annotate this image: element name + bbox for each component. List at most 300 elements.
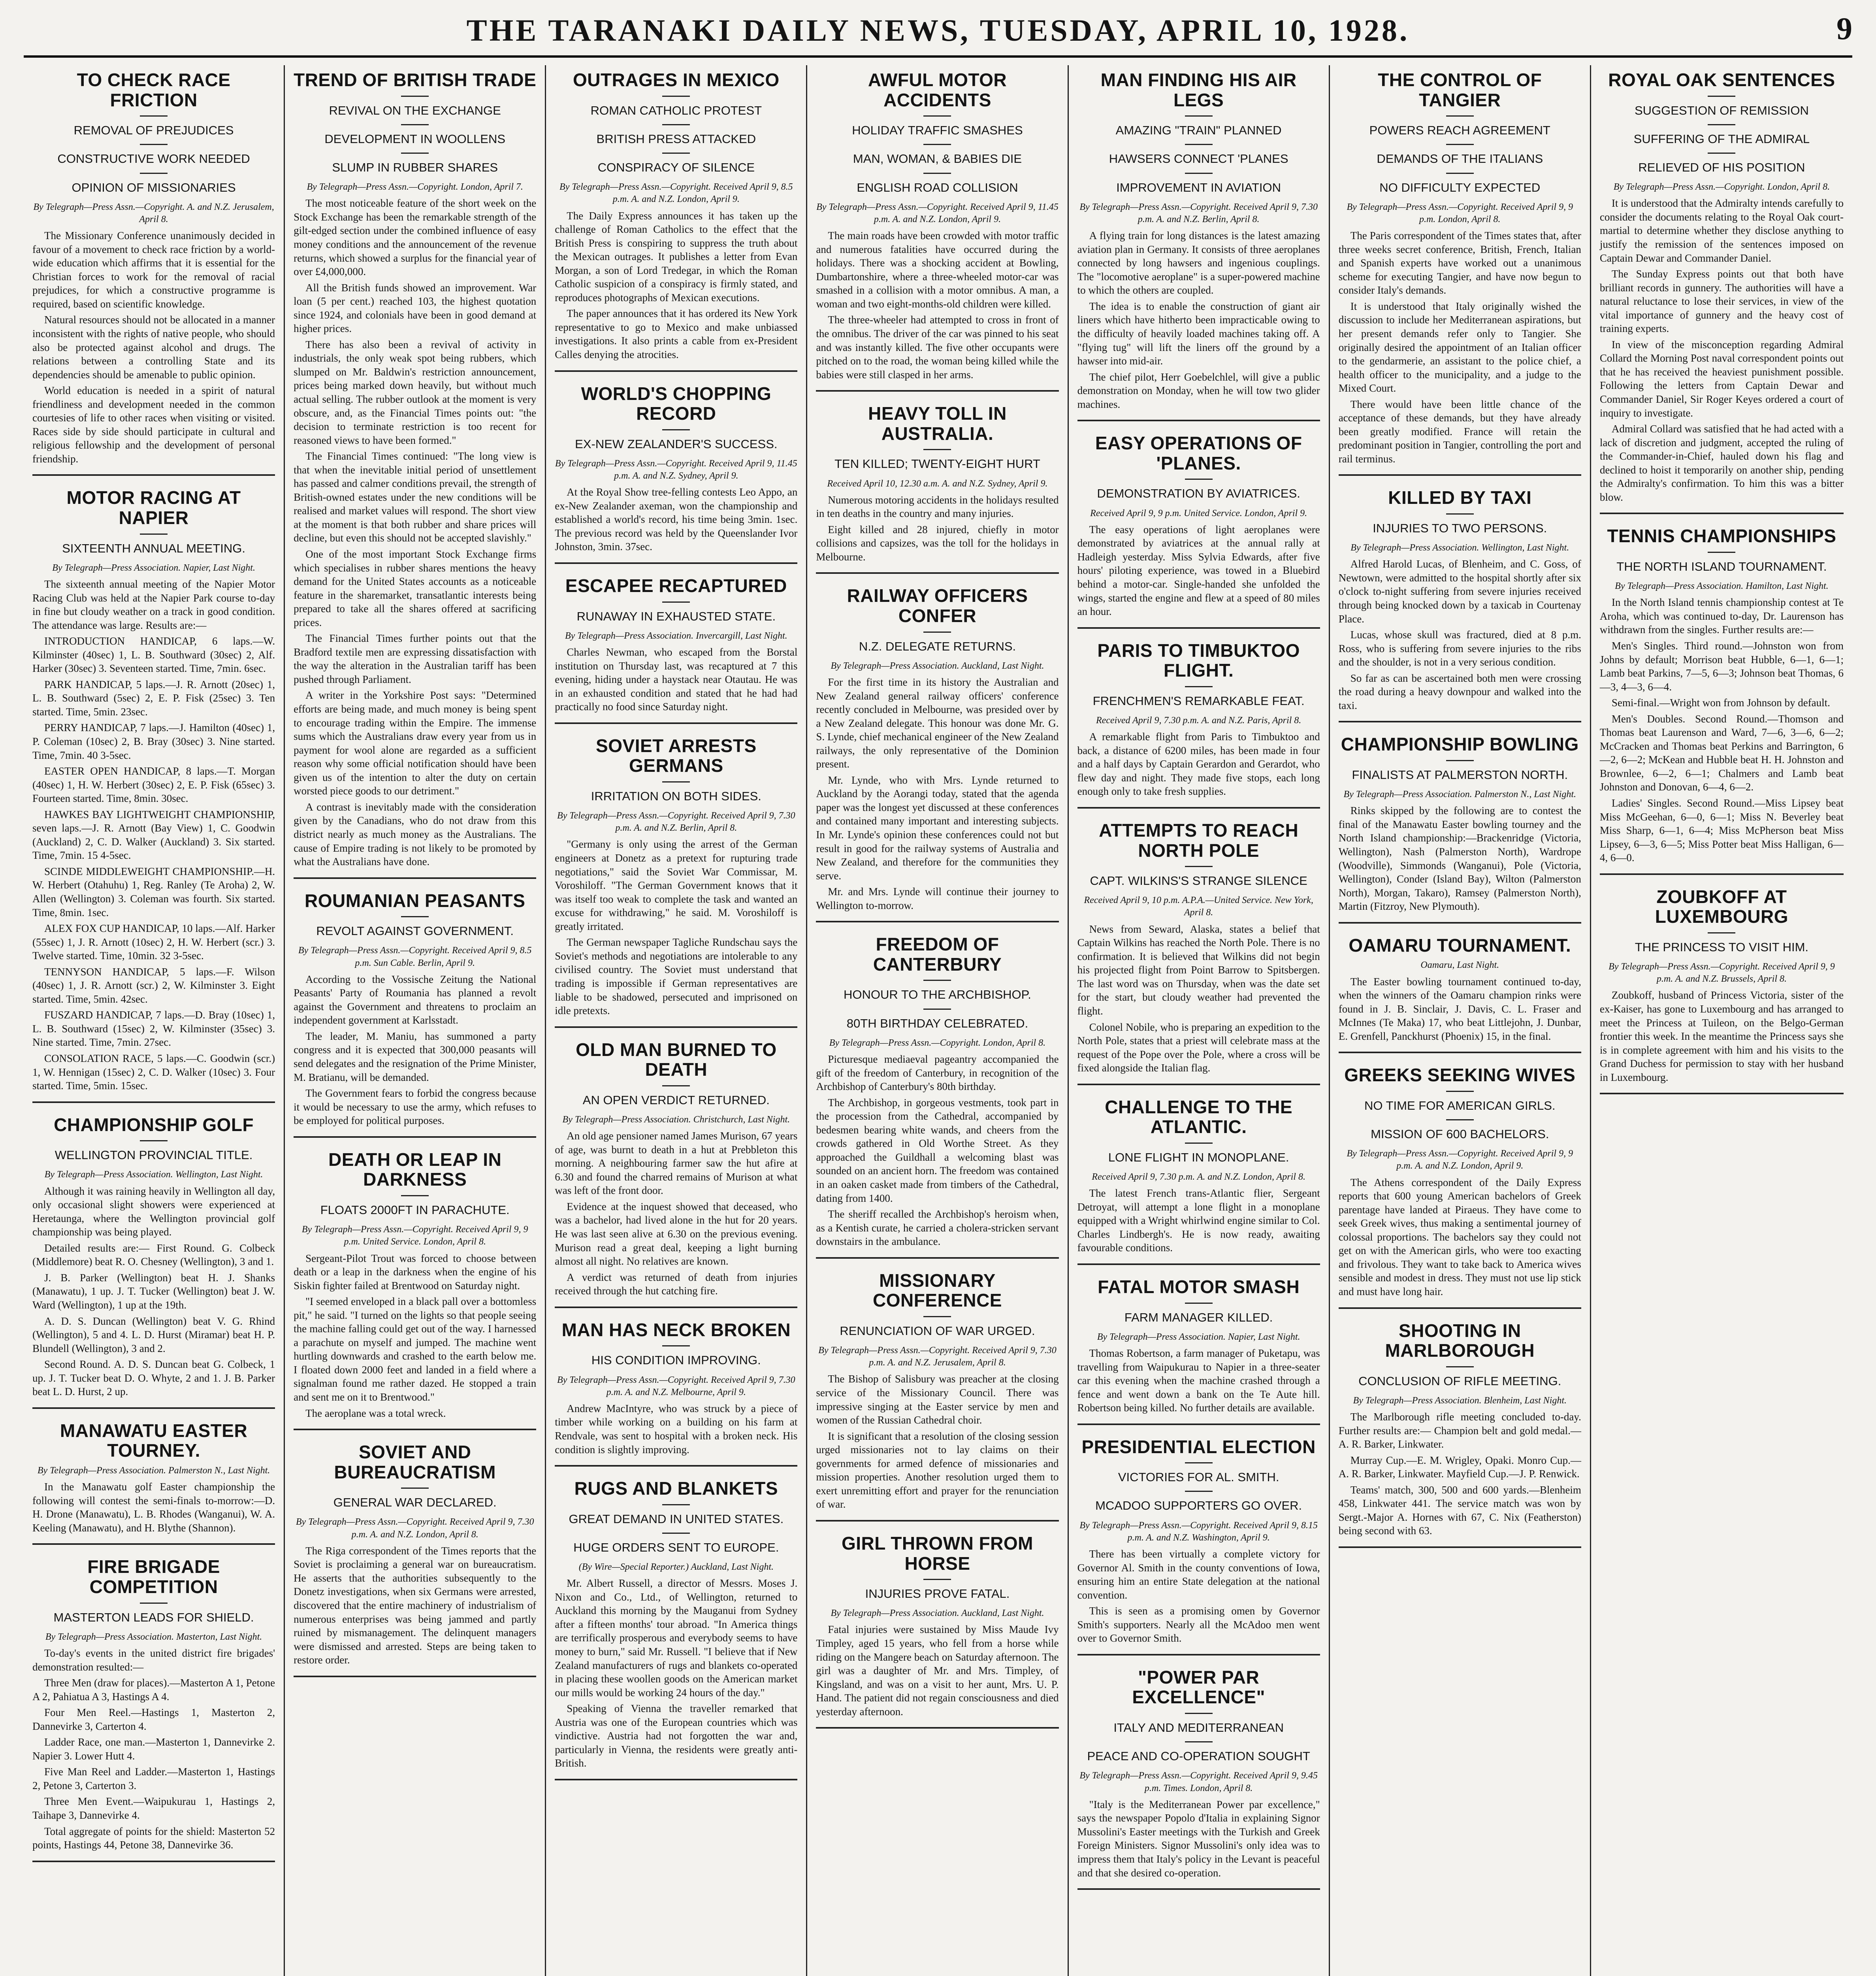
deck-divider	[1708, 552, 1735, 553]
article-dateline: By Telegraph—Press Assn.—Copyright. Received April 9, 9 p.m. A. and N.Z. Brussels, April 8.	[1609, 962, 1835, 984]
deck-divider	[923, 144, 951, 145]
deck-divider	[1446, 144, 1474, 145]
article-paragraph: The most noticeable feature of the short week on the Stock Exchange has been the remarkable strength of the gilt-edged section under the combined influence of easy money conditions and the announcement of the revenue returns, which showed a surplus for the financial year of over £4,000,000.	[294, 197, 537, 278]
deck-divider	[140, 144, 168, 145]
article-paragraph: Five Man Reel and Ladder.—Masterton 1, Hastings 2, Petone 3, Carterton 3.	[32, 1766, 275, 1791]
article	[294, 70, 536, 879]
article-paragraph: The three-wheeler had attempted to cross in front of the omnibus. The driver of the car was pinned to his seat and was instantly killed. The five other occupants were pitched on to the road, the woman being killed while the babies were still clasped in her arms.	[816, 314, 1059, 381]
article-paragraph: The main roads have been crowded with motor traffic and numerous fatalities have occurred during the holidays. There was a shocking accident at Bowling, Dumbartonshire, where a three-wheeled motor-car was smashed in a collision with a motor omnibus. A man, a woman and two eight-months-old children were killed.	[816, 230, 1059, 310]
article-divider	[1339, 1546, 1581, 1548]
article-paragraph: It is understood that Italy originally wished the discussion to include her Mediterranean aspirations, but her present demands refer only to Tangier. She originally desired the appointment of an Italian officer to the gendarmerie, an assistant to the police chief, a health officer to the municipality, and a judge to the Mixed Court.	[1338, 300, 1581, 394]
newspaper-title: THE TARANAKI DAILY NEWS, TUESDAY, APRIL 10, 1928.	[466, 13, 1410, 47]
article-subheading: NO TIME FOR AMERICAN GIRLS.	[1364, 1098, 1556, 1112]
article-subheading: 80TH BIRTHDAY CELEBRATED.	[846, 1016, 1028, 1030]
article-paragraph: It is understood that the Admiralty intends carefully to consider the documents relating to the Royal Oak court-martial to determine whether they disclose anything to justify the remission of the sentences imposed on Captain Dewar and Commander Daniel.	[1599, 197, 1844, 264]
article-dateline: By Telegraph—Press Assn.—Copyright. Received April 9, 8.5 p.m. Sun Cable. Berlin, April 9.	[298, 945, 532, 968]
deck-divider	[923, 115, 951, 117]
article-paragraph: In the North Island tennis championship contest at Te Aroha, which was continued to-day, Dr. Laurenson has withdrawn from the singles. Further results are:—	[1599, 596, 1844, 636]
article-paragraph: The sheriff recalled the Archbishop's heroism when, as a Kentish curate, he carried a cholera-stricken servant downstairs in the ambulance.	[816, 1208, 1059, 1248]
article-subheading: CAPT. WILKINS'S STRANGE SILENCE	[1090, 874, 1307, 888]
article	[32, 1557, 275, 1862]
deck-divider	[923, 1579, 951, 1580]
article-divider	[32, 1407, 275, 1409]
deck-divider	[1708, 96, 1735, 97]
deck-divider	[1185, 1462, 1213, 1463]
article-headline: FREEDOM OF CANTERBURY	[873, 934, 1002, 975]
article-paragraph: Ladder Race, one man.—Masterton 1, Dannevirke 2. Napier 3. Lower Hutt 4.	[32, 1736, 275, 1762]
article	[1339, 935, 1581, 1054]
article-paragraph: There has been virtually a complete victory for Governor Al. Smith in the county conventions of Iowa, ensuring him an entire State delegation at the national convention.	[1077, 1548, 1320, 1601]
article-divider	[555, 1307, 797, 1308]
article-divider	[555, 370, 797, 372]
article-subheading: TEN KILLED; TWENTY-EIGHT HURT	[834, 457, 1040, 471]
article-headline: CHALLENGE TO THE ATLANTIC.	[1105, 1096, 1293, 1137]
article	[1600, 887, 1844, 1095]
article-subheading: CONSTRUCTIVE WORK NEEDED	[57, 152, 250, 166]
article-subheading: NO DIFFICULTY EXPECTED	[1379, 180, 1541, 194]
deck-divider	[662, 781, 690, 782]
article-paragraph: World education is needed in a spirit of natural friendliness and development needed in the common courtesies of life to other races when visiting or visited. Races side by side should participate in cultural and religious fellowship and the development of personal friendship.	[32, 385, 275, 465]
article-headline: TO CHECK RACE FRICTION	[77, 70, 231, 110]
article	[1077, 1277, 1320, 1425]
article-dateline: By Telegraph—Press Assn.—Copyright. London, April 7.	[307, 182, 523, 192]
deck-divider	[662, 153, 690, 154]
article-divider	[555, 1026, 797, 1028]
article-dateline: By Telegraph—Press Assn.—Copyright. Received April 9, 8.5 p.m. A. and N.Z. London, April 9.	[559, 182, 793, 205]
article-headline: ESCAPEE RECAPTURED	[565, 575, 787, 596]
article-subheading: CONCLUSION OF RIFLE MEETING.	[1358, 1374, 1561, 1388]
deck-divider	[662, 1504, 690, 1505]
article-paragraph: The paper announces that it has ordered its New York representative to go to Mexico and make unbiassed investigations. It also prints a cable from ex-President Calles denying the atrocities.	[555, 307, 798, 360]
article-headline: CHAMPIONSHIP GOLF	[54, 1114, 254, 1135]
deck-divider	[401, 916, 429, 917]
deck-divider	[662, 1085, 690, 1086]
news-column	[1591, 65, 1852, 1976]
article-headline: FIRE BRIGADE COMPETITION	[87, 1556, 220, 1597]
article-dateline: By Telegraph—Press Assn.—Copyright. Received April 9, 9 p.m. London, April 8.	[1347, 202, 1573, 224]
article	[294, 1442, 536, 1677]
article-paragraph: Three Men (draw for places).—Masterton A 1, Petone A 2, Pahiatua A 3, Hastings A 4.	[32, 1677, 275, 1703]
article-paragraph: The leader, M. Maniu, has summoned a party congress and it is expected that 300,000 peasants will send delegates and the resignation of the Prime Minister, M. Bratianu, will be demanded.	[294, 1030, 537, 1083]
article-divider	[1600, 1093, 1844, 1094]
article	[555, 1040, 797, 1308]
article-subheading: CONSPIRACY OF SILENCE	[597, 160, 755, 174]
article-subheading: ROMAN CATHOLIC PROTEST	[590, 103, 762, 117]
article-subheading: ENGLISH ROAD COLLISION	[857, 180, 1018, 194]
article-dateline: By Telegraph—Press Association. Wellington, Last Night.	[44, 1169, 263, 1180]
article	[1077, 1097, 1320, 1265]
deck-divider	[1446, 1091, 1474, 1092]
article-dateline: Oamaru, Last Night.	[1420, 960, 1499, 971]
article-paragraph: The Athens correspondent of the Daily Express reports that 600 young American bachelors of Greek parentage have landed at Piraeus. They have come to seek Greek wives, thus making a sentimental journey of colossal proportions. The bachelors say they could not get on with the American girls, who were too exacting and frivolous. They want to take back to America wives sensible and modest in dress. They must not use lip stick and must have long hair.	[1338, 1176, 1581, 1297]
article-divider	[1600, 513, 1844, 514]
article-paragraph: So far as can be ascertained both men were crossing the road during a heavy downpour and walked into the taxi.	[1338, 672, 1581, 711]
article-paragraph: The Paris correspondent of the Times states that, after three weeks secret conference, British, French, Italian and Spanish experts have worked out a unanimous scheme for executing Tangier, and have now begun to consider Italy's demands.	[1338, 230, 1581, 296]
article-headline: GREEKS SEEKING WIVES	[1344, 1065, 1576, 1086]
deck-divider	[1185, 115, 1213, 117]
article-paragraph: The Missionary Conference unanimously decided in favour of a movement to check race friction by a world-wide education which affirms that it is essential for the Christian forces to work for the removal of racial prejudices, for which a constructive programme is required, based on scientific knowledge.	[32, 230, 275, 310]
article-divider	[1339, 721, 1581, 722]
article-headline: ROUMANIAN PEASANTS	[304, 890, 526, 911]
article	[555, 384, 797, 564]
article-paragraph: "Italy is the Mediterranean Power par excellence," says the newspaper Popolo d'Italia in explaining Signor Mussolini's Easter meetings with the Turkish and Greek Foreign Ministers. Signor Mussolini's only idea was to impress them that Italy's policy in the Levant is peaceful and that she desired co-operation.	[1077, 1798, 1320, 1879]
article-subheading: IRRITATION ON BOTH SIDES.	[591, 789, 761, 803]
article-paragraph: J. B. Parker (Wellington) beat H. J. Shanks (Manawatu), 1 up. J. T. Tucker (Wellington) beat J. W. Ward (Wellington), 1 up at the 19th.	[32, 1271, 275, 1311]
deck-divider	[1185, 1713, 1213, 1714]
article-divider	[555, 1465, 797, 1467]
article-paragraph: Detailed results are:— First Round. G. Colbeck (Middlemore) beat R. O. Chesney (Wellington), 3 and 1.	[32, 1242, 275, 1268]
article-divider	[555, 1779, 797, 1780]
article-subheading: REVOLT AGAINST GOVERNMENT.	[316, 924, 514, 938]
article-dateline: By Telegraph—Press Assn.—Copyright. Received April 9, 9.45 p.m. Times. London, April 8.	[1079, 1770, 1318, 1793]
article	[816, 1271, 1059, 1522]
article-headline: HEAVY TOLL IN AUSTRALIA.	[868, 403, 1007, 444]
deck-divider	[923, 1009, 951, 1010]
article-headline: OAMARU TOURNAMENT.	[1349, 935, 1571, 956]
article-divider	[32, 1101, 275, 1103]
article-dateline: By Telegraph—Press Assn.—Copyright. Received April 9, 11.45 p.m. A. and N.Z. Sydney, April 9.	[555, 458, 797, 481]
article-dateline: By Telegraph—Press Assn.—Copyright. Received April 9, 7.30 p.m. A. and N.Z. London, April 8.	[296, 1517, 534, 1540]
article-paragraph: An old age pensioner named James Murison, 67 years of age, was burnt to death in a hut at Prebbleton this morning. A neighbouring farmer saw the hut afire at 6.30 and found the charred remains of Murison at what was left of the front door.	[555, 1130, 798, 1197]
article-paragraph: It is significant that a resolution of the closing session urged missionaries not to lay claims on their governments for armed defence of missionaries and mission properties. Another resolution urged them to exert unremitting effort and prayer for the renunciation of war.	[816, 1430, 1059, 1510]
article-subheading: AN OPEN VERDICT RETURNED.	[582, 1093, 770, 1107]
article-subheading: RELIEVED OF HIS POSITION	[1638, 160, 1805, 174]
article-headline: TREND OF BRITISH TRADE	[294, 70, 537, 90]
deck-divider	[923, 173, 951, 174]
article-paragraph: For the first time in its history the Australian and New Zealand general railway officers' conference recently concluded in Melbourne, was presided over by a New Zealand delegate. This honour was done Mr. G. S. Lynde, chief mechanical engineer of the New Zealand railways, the only representative of the Dominion present.	[816, 676, 1059, 770]
deck-divider	[1185, 1303, 1213, 1304]
article-dateline: Received April 10, 12.30 a.m. A. and N.Z. Sydney, April 9.	[827, 478, 1048, 489]
deck-divider	[662, 96, 690, 97]
article-subheading: FINALISTS AT PALMERSTON NORTH.	[1352, 768, 1568, 782]
deck-divider	[923, 632, 951, 633]
article-paragraph: Numerous motoring accidents in the holidays resulted in ten deaths in the country and many injuries.	[816, 494, 1059, 520]
article-dateline: By Telegraph—Press Association. Auckland, Last Night.	[831, 660, 1044, 671]
article	[1339, 734, 1581, 923]
article-paragraph: This is seen as a promising omen by Governor Smith's supporters. Nearly all the McAdoo men went over to Governor Smith.	[1077, 1605, 1320, 1644]
article-paragraph: The chief pilot, Herr Goebelchlel, will give a public demonstration on Monday, when he will tow two glider machines.	[1077, 371, 1320, 410]
article	[1077, 1667, 1320, 1890]
article	[555, 576, 797, 724]
deck-divider	[1185, 1491, 1213, 1492]
article-headline: FATAL MOTOR SMASH	[1098, 1276, 1300, 1297]
article	[294, 891, 536, 1138]
article-dateline: By Telegraph—Press Association. Wellington, Last Night.	[1350, 543, 1569, 553]
article-headline: MANAWATU EASTER TOURNEY.	[60, 1420, 248, 1461]
article-subheading: MISSION OF 600 BACHELORS.	[1371, 1127, 1549, 1141]
article-paragraph: The Sunday Express points out that both have brilliant records in gunnery. The authorities will have a natural reluctance to lose their services, in view of the vital importance of gunnery and the heavy cost of training experts.	[1599, 268, 1844, 335]
article	[1339, 1065, 1581, 1309]
news-column	[807, 65, 1068, 1976]
article-headline: THE CONTROL OF TANGIER	[1378, 70, 1542, 110]
article-divider	[32, 1543, 275, 1545]
article-paragraph: PERRY HANDICAP, 7 laps.—J. Hamilton (40sec) 1, P. Coleman (10sec) 2, B. Bray (30sec) 3. Nine started. Time, 7min. 40 3-5sec.	[32, 722, 275, 761]
deck-divider	[662, 601, 690, 603]
article-subheading: MCADOO SUPPORTERS GO OVER.	[1095, 1499, 1302, 1513]
article-subheading: LONE FLIGHT IN MONOPLANE.	[1108, 1150, 1289, 1164]
article-paragraph: The idea is to enable the construction of giant air liners which have hitherto been impracticable owing to the difficulty of heavily loaded machines taking off. A "flying tug" will lift the liners off the ground by a hawser into mid-air.	[1077, 300, 1320, 367]
deck-divider	[1708, 932, 1735, 933]
article-subheading: IMPROVEMENT IN AVIATION	[1116, 180, 1281, 194]
article	[1600, 526, 1844, 875]
article-dateline: By Telegraph—Press Assn.—Copyright. Received April 9, 9 p.m. United Service. London, April 8.	[301, 1224, 528, 1247]
article-dateline: By Telegraph—Press Association. Christchurch, Last Night.	[562, 1114, 790, 1125]
article-paragraph: The Financial Times continued: "The long view is that when the inevitable initial period of unsettlement has passed and calmer conditions prevail, the strength of British-owned estates under the new conditions will be realised and market values will respond. The short view at the moment is that both rubber and share prices will decline, but even this should not be accepted slavishly."	[294, 450, 537, 544]
article-divider	[1077, 420, 1320, 421]
article-paragraph: The latest French trans-Atlantic flier, Sergeant Detroyat, will attempt a lone flight in a monoplane equipped with a Wright whirlwind engine similar to Col. Charles Lindbergh's. He is now ready, awaiting favourable conditions.	[1077, 1187, 1320, 1254]
deck-divider	[662, 429, 690, 430]
article-paragraph: In the Manawatu golf Easter championship the following will contest the semi-finals to-morrow:—D. H. Drone (Manawatu), L. B. Rhodes (Wanganui), W. A. Keeling (Manawatu), and H. Blythe (Shannon).	[32, 1481, 275, 1534]
article-headline: SOVIET ARRESTS GERMANS	[596, 735, 757, 776]
deck-divider	[923, 449, 951, 450]
article	[1339, 488, 1581, 722]
article-divider	[555, 722, 797, 724]
article-divider	[816, 390, 1059, 392]
article-dateline: By Telegraph—Press Assn.—Copyright. Received April 9, 8.15 p.m. A. and N.Z. Washington, April 9.	[1079, 1520, 1318, 1543]
article-paragraph: Thomas Robertson, a farm manager of Puketapu, was travelling from Waipukurau to Napier in a three-seater car this evening when the machine crashed through a fence and went down a bank on the Te Aute hill. Robertson being killed. No further details are available.	[1077, 1347, 1320, 1414]
article-divider	[1339, 1307, 1581, 1309]
article-paragraph: Speaking of Vienna the traveller remarked that Austria was one of the European countries which was vindictive. Austria had not forgotten the war and, particularly in Vienna, the residents were greatly anti-British.	[555, 1703, 798, 1769]
article-paragraph: Mr. Lynde, who with Mrs. Lynde returned to Auckland by the Aorangi today, stated that the agenda paper was the longest yet discussed at these conferences and contained many important and interesting subjects. In Mr. Lynde's opinion these conferences could not but result in good for the railway systems of Australia and New Zealand, and therefore for the communities they serve.	[816, 774, 1059, 882]
article-subheading: HIS CONDITION IMPROVING.	[591, 1353, 761, 1367]
article	[1339, 1321, 1581, 1548]
article-paragraph: HAWKES BAY LIGHTWEIGHT CHAMPIONSHIP, seven laps.—J. R. Arnott (Bay View) 1, C. Goodwin (Auckland) 2, C. D. Walker (Auckland) 3. Six started. Time, 7min. 15 4-5sec.	[32, 808, 275, 862]
article-dateline: By Telegraph—Press Association. Masterton, Last Night.	[45, 1631, 262, 1642]
article-headline: OLD MAN BURNED TO DEATH	[576, 1039, 777, 1080]
article-divider	[1077, 1424, 1320, 1425]
article-dateline: By Telegraph—Press Assn.—Copyright. Received April 9, 7.30 p.m. A. and N.Z. Berlin, April 8.	[557, 811, 795, 833]
article-headline: EASY OPERATIONS OF 'PLANES.	[1095, 433, 1302, 473]
article-paragraph: In view of the misconception regarding Admiral Collard the Morning Post naval correspondent points out that he has received the heaviest punishment possible. Following the letters from Captain Dewar and Commander Daniel, Sir Roger Keyes ordered a court of inquiry to investigate.	[1599, 338, 1844, 419]
deck-divider	[662, 1345, 690, 1346]
article	[555, 70, 797, 372]
article-paragraph: All the British funds showed an improvement. War loan (5 per cent.) reached 103, the highest quotation since 1924, and colonials have been in good demand at higher prices.	[294, 281, 537, 335]
article-dateline: By Telegraph—Press Assn.—Copyright. Received April 9, 7.30 p.m. A. and N.Z. Jerusalem, April 8.	[818, 1345, 1057, 1368]
article-headline: SOVIET AND BUREAUCRATISM	[334, 1442, 496, 1482]
article-paragraph: Men's Doubles. Second Round.—Thomson and Thomas beat Laurenson and Ward, 7—6, 3—6, 6—2; McCracken and Thomas beat Perkins and Barrington, 6—2, 6—2; McKean and Hubble beat H. H. Johnston and Brownlee, 6—2, 6—1; Chalmers and Lamb beat Johnston and Donovan, 6—4, 6—2.	[1599, 713, 1844, 793]
article-paragraph: "Germany is only using the arrest of the German engineers at Donetz as a pretext for rupturing trade negotiations," said the Soviet War Commissar, M. Voroshiloff. "The German Government knows that it was itself too weak to complete the task and wanted an excuse for withdrawing," he said. M. Voroshiloff is greatly irritated.	[555, 838, 798, 932]
article-paragraph: The Financial Times further points out that the Bradford textile men are expressing dissatisfaction with the way the alteration in the Australian tariff has been pushed through Parliament.	[294, 632, 537, 685]
article-subheading: N.Z. DELEGATE RETURNS.	[859, 639, 1016, 653]
article-headline: MOTOR RACING AT NAPIER	[66, 487, 241, 528]
article-subheading: HAWSERS CONNECT 'PLANES	[1109, 152, 1288, 166]
article-dateline: By Telegraph—Press Assn.—Copyright. Received April 9, 7.30 p.m. A. and N.Z. Melbourne, April 9.	[557, 1375, 795, 1397]
article-divider	[32, 1861, 275, 1862]
article-paragraph: A flying train for long distances is the latest amazing aviation plan in Germany. It consists of three aeroplanes connected by long hawsers and ingenious couplings. The "locomotive aeroplane" is a super-powered machine to which the others are coupled.	[1077, 230, 1320, 296]
article-headline: AWFUL MOTOR ACCIDENTS	[868, 70, 1007, 110]
news-column	[285, 65, 546, 1976]
article-dateline: By Telegraph—Press Assn.—Copyright. London, April 8.	[1613, 182, 1830, 192]
article-headline: ATTEMPTS TO REACH NORTH POLE	[1099, 820, 1299, 861]
article-divider	[1077, 1263, 1320, 1265]
article-headline: SHOOTING IN MARLBOROUGH	[1385, 1320, 1535, 1361]
article-paragraph: Although it was raining heavily in Wellington all day, only occasional slight showers were experienced at Heretaunga, where the Wellington provincial golf championship was being played.	[32, 1185, 275, 1238]
article-paragraph: Andrew MacIntyre, who was struck by a piece of timber while working on a building on his farm at Rendvale, was sent to hospital with a broken neck. His condition is slightly improving.	[555, 1402, 798, 1456]
deck-divider	[401, 1195, 429, 1196]
article-subheading: RENUNCIATION OF WAR URGED.	[840, 1324, 1035, 1338]
article-paragraph: "I seemed enveloped in a black pall over a bottomless pit," he said. "I turned on the lights so that people seeing the machine falling could get out of the way. I harnessed a parachute on myself and jumped. The machine went hurtling downwards and crashed to the earth below me. I floated down 2000 feet and landed in a field where a signalman found me rather dazed. He stopped a train and sent me on it to Brentwood."	[294, 1295, 537, 1403]
article-subheading: FRENCHMEN'S REMARKABLE FEAT.	[1092, 694, 1305, 708]
article-divider	[816, 572, 1059, 574]
article	[1077, 641, 1320, 809]
article-paragraph: The Archbishop, in gorgeous vestments, took part in the procession from the Cathedral, accompanied by bedesmen bearing white wands, and cheers from the crowds gathered in Old Worthe Street. As they approached the Guildhall a welcoming blast was sounded on an ancient horn. The freedom was contained in an oaken casket made from timbers of the Cathedral, dating from 1400.	[816, 1096, 1059, 1204]
article-dateline: Received April 9, 7.30 p.m. A. and N.Z. Paris, April 8.	[1096, 715, 1302, 726]
article-subheading: FLOATS 2000FT IN PARACHUTE.	[320, 1203, 510, 1217]
article-subheading: RUNAWAY IN EXHAUSTED STATE.	[576, 609, 776, 623]
article-paragraph: The Government fears to forbid the congress because it would be necessary to use the army, which refuses to be employed for political purposes.	[294, 1087, 537, 1127]
deck-divider	[662, 124, 690, 125]
article-divider	[294, 877, 536, 879]
article-paragraph: Ladies' Singles. Second Round.—Miss Lipsey beat Miss McGeehan, 6—0, 6—1; Miss N. Beverley beat Miss Sharp, 6—1, 6—4; Miss McPherson beat Miss Lipsey, 6—3, 6—5; Miss Potter beat Miss Halligan, 6—4, 6—0.	[1599, 797, 1844, 864]
article-paragraph: CONSOLATION RACE, 5 laps.—C. Goodwin (scr.) 1, W. Hennigan (15sec) 2, C. D. Walker (10sec) 3. Four started. Time, 5min. 15sec.	[32, 1052, 275, 1092]
article-subheading: HONOUR TO THE ARCHBISHOP.	[844, 988, 1031, 1002]
deck-divider	[1185, 686, 1213, 687]
article-subheading: SUFFERING OF THE ADMIRAL	[1633, 132, 1810, 146]
page-number: 9	[1836, 11, 1852, 46]
article-subheading: REVIVAL ON THE EXCHANGE	[329, 103, 501, 117]
article-paragraph: One of the most important Stock Exchange firms which specialises in rubber shares mentions the heavy demand for the United States accounts as a noticeable feature in the sharemarket, transatlantic interests being prepared to take all the shares offered at sacrificing prices.	[294, 548, 537, 628]
article-subheading: PEACE AND CO-OPERATION SOUGHT	[1087, 1749, 1310, 1763]
article-dateline: By Telegraph—Press Assn.—Copyright. London, April 8.	[829, 1037, 1046, 1048]
article	[1077, 70, 1320, 421]
article-dateline: Received April 9, 7.30 p.m. A. and N.Z. London, April 8.	[1092, 1172, 1305, 1182]
article-divider	[555, 562, 797, 564]
article	[32, 1421, 275, 1545]
article	[1077, 820, 1320, 1085]
article-dateline: By Telegraph—Press Association. Napier, Last Night.	[1097, 1331, 1300, 1342]
deck-divider	[140, 173, 168, 174]
news-columns	[24, 65, 1852, 1976]
article-subheading: BRITISH PRESS ATTACKED	[596, 132, 756, 146]
article-subheading: VICTORIES FOR AL. SMITH.	[1118, 1470, 1279, 1484]
article-paragraph: Evidence at the inquest showed that deceased, who was a bachelor, had lived alone in the hut for 20 years. He was last seen alive at 6.30 on the previous evening. Murison read a great deal, keeping a light burning almost all night. No relatives are known.	[555, 1200, 798, 1267]
deck-divider	[662, 1533, 690, 1534]
article-subheading: GREAT DEMAND IN UNITED STATES.	[569, 1512, 784, 1526]
article-dateline: By Telegraph—Press Association. Palmerston N., Last Night.	[37, 1465, 270, 1476]
article-paragraph: Admiral Collard was satisfied that he had acted with a lack of discretion and judgment, accepted the ruling of the Commander-in-Chief, hauled down his flag and declined to hoist it temporarily on another ship, pending the Admiralty's confirmation. To him this was a bitter blow.	[1599, 423, 1844, 503]
article-headline: KILLED BY TAXI	[1388, 487, 1532, 508]
article-subheading: FARM MANAGER KILLED.	[1124, 1310, 1273, 1324]
article-subheading: SUGGESTION OF REMISSION	[1634, 103, 1809, 117]
article	[32, 488, 275, 1103]
article-divider	[1077, 1084, 1320, 1085]
article-divider	[1339, 474, 1581, 476]
article-paragraph: The Easter bowling tournament continued to-day, when the winners of the Oamaru champion rinks were found in J. B. Sinclair, J. Davis, C. L. Fraser and McInnes (Te Maka) 17, who beat Littlejohn, J. Dunbar, E. Grenfell, Panckhurst (Phoenix) 15, in the final.	[1338, 975, 1581, 1042]
article-subheading: DEVELOPMENT IN WOOLLENS	[324, 132, 506, 146]
article-paragraph: Teams' match, 300, 500 and 600 yards.—Blenheim 458, Linkwater 441. The service match was won by Sergt.-Major A. Hornes with 67, C. Nix (Featherston) being second with 63.	[1338, 1484, 1581, 1537]
article-subheading: DEMONSTRATION BY AVIATRICES.	[1097, 486, 1300, 501]
article-paragraph: To-day's events in the united district fire brigades' demonstration resulted:—	[32, 1647, 275, 1673]
article-divider	[1600, 873, 1844, 875]
article-paragraph: TENNYSON HANDICAP, 5 laps.—F. Wilson (40sec) 1, J. R. Arnott (scr.) 2, W. Kilminster 3. Eight started. Time, 5min. 42sec.	[32, 965, 275, 1005]
article-paragraph: A contrast is inevitably made with the consideration given by the Canadians, who do not draw from this district nearly as much money as the Australians. The cause of Empire trading is not likely to be promoted by what the Australians have done.	[294, 801, 537, 868]
article-paragraph: A. D. S. Duncan (Wellington) beat V. G. Rhind (Wellington), 5 and 4. L. D. Hurst (Miramar) beat H. P. Blundell (Wellington), 3 and 2.	[32, 1315, 275, 1354]
deck-divider	[401, 153, 429, 154]
article-divider	[816, 1727, 1059, 1729]
article-dateline: By Telegraph—Press Association. Invercargill, Last Night.	[565, 630, 787, 641]
article-paragraph: There has also been a revival of activity in industrials, the only weak spot being rubbers, which slumped on Mr. Baldwin's restriction announcement, prices being marked down heavily, but without much actual selling. The rubber outlook at the moment is very obscure, and, as the Financial Times points out: "the decision to terminate restriction is too recent for reasoned views to have been formed."	[294, 338, 537, 446]
article-paragraph: Picturesque mediaeval pageantry accompanied the gift of the freedom of Canterbury, in recognition of the Archbishop of Canterbury's 80th birthday.	[816, 1053, 1059, 1093]
article-paragraph: Men's Singles. Third round.—Johnston won from Johns by default; Morrison beat Hubble, 6—1, 6—1; Lamb beat Parkins, 7—5, 6—3; Johnson beat Thomas, 6—3, 4—3, 6—4.	[1599, 639, 1844, 693]
article-subheading: WELLINGTON PROVINCIAL TITLE.	[55, 1148, 253, 1162]
deck-divider	[1185, 173, 1213, 174]
article	[555, 1478, 797, 1780]
article-paragraph: Rinks skipped by the following are to contest the final of the Manawatu Easter bowling tourney and the North Island championship:—Brackenridge (Victoria, Wellington), Nash (Palmerston North), Wardrope (Woodville), Simmonds (Wanganui), Pole (Victoria, Wellington), Conder (Island Bay), Wilton (Palmerston North), Morgan, Takaro), Ramsey (Palmerston North), Martin (Fitzroy, New Plymouth).	[1338, 805, 1581, 913]
article-paragraph: The Marlborough rifle meeting concluded to-day. Further results are:— Champion belt and gold medal.—A. R. Barker, Linkwater.	[1338, 1411, 1581, 1450]
article-subheading: EX-NEW ZEALANDER'S SUCCESS.	[575, 437, 778, 451]
article-paragraph: At the Royal Show tree-felling contests Leo Appo, an ex-New Zealander axeman, won the championship and established a world's record, his time being 3min. 1sec. The previous record was held by the Queenslander Ivor Johnston, 3min. 37sec.	[555, 486, 798, 553]
article-paragraph: SCINDE MIDDLEWEIGHT CHAMPIONSHIP.—H. W. Herbert (Otahuhu) 1, Reg. Ranley (Te Aroha) 2, W. Allen (Wellington) 3. Coleman was fourth. Six started. Time, 8min. 1sec.	[32, 865, 275, 918]
article-dateline: Received April 9, 9 p.m. United Service. London, April 9.	[1090, 508, 1307, 519]
article-subheading: MASTERTON LEADS FOR SHIELD.	[53, 1610, 254, 1624]
article-paragraph: Mr. Albert Russell, a director of Messrs. Moses J. Nixon and Co., Ltd., of Wellington, returned to Auckland this morning by the Mauganui from Sydney after a fifteen months' tour abroad. "In America things are terrifically prosperous and everybody seems to have money to burn," said Mr. Russell. "I believe that if New Zealand manufacturers of rugs and blankets co-operated in placing these woollen goods on the American market our mills would be working 24 hours of the day."	[555, 1577, 798, 1699]
article-headline: GIRL THROWN FROM HORSE	[842, 1533, 1033, 1574]
article-paragraph: There would have been little chance of the acceptance of these demands, but they have already been greatly modified. France will retain the predominant position in Tangier, controlling the port and rail terminus.	[1338, 398, 1581, 465]
article	[1077, 1437, 1320, 1655]
article-divider	[816, 1520, 1059, 1522]
deck-divider	[1446, 173, 1474, 174]
article-paragraph: Semi-final.—Wright won from Johnson by default.	[1611, 697, 1830, 709]
article	[816, 1533, 1059, 1729]
article-headline: MAN HAS NECK BROKEN	[561, 1319, 791, 1340]
article-divider	[816, 921, 1059, 922]
article-paragraph: Eight killed and 28 injured, chiefly in motor collisions and capsizes, was the toll for the holidays in Melbourne.	[816, 523, 1059, 563]
article-subheading: HUGE ORDERS SENT TO EUROPE.	[573, 1540, 779, 1554]
deck-divider	[1708, 153, 1735, 154]
article-subheading: INJURIES TO TWO PERSONS.	[1373, 521, 1547, 535]
article-divider	[32, 474, 275, 476]
article	[555, 1320, 797, 1467]
article-paragraph: According to the Vossische Zeitung the National Peasants' Party of Roumania has planned a revolt against the Government and threatens to proclaim an independent government at Karlsstadt.	[294, 973, 537, 1026]
deck-divider	[923, 980, 951, 981]
article	[32, 1115, 275, 1409]
article-divider	[1339, 922, 1581, 924]
article-headline: WORLD'S CHOPPING RECORD	[581, 383, 772, 424]
article-paragraph: Sergeant-Pilot Trout was forced to choose between death or a leap in the darkness when the engine of his Siskin fighter failed at Brentwood on Saturday night.	[294, 1252, 537, 1292]
article-paragraph: The Riga correspondent of the Times reports that the Soviet is proclaiming a general war on bureaucratism. He asserts that the authorities subsequently to the Donetz investigations, when six Germans were arrested, discovered that the entire machinery of industrialism of numerous enterprises was being jammed and partly ruined by mismanagement. The delinquent managers were dismissed and arrested. Steps are being taken to restore order.	[294, 1544, 537, 1666]
article-divider	[294, 1136, 536, 1138]
article-divider	[1077, 627, 1320, 629]
article-headline: RAILWAY OFFICERS CONFER	[847, 585, 1028, 626]
article-headline: PRESIDENTIAL ELECTION	[1081, 1436, 1316, 1457]
article-paragraph: PARK HANDICAP, 5 laps.—J. R. Arnott (20sec) 1, L. B. Southward (5sec) 2, E. P. Fisk (25sec) 3. Ten started. Time, 5min. 23sec.	[32, 678, 275, 718]
article	[816, 70, 1059, 392]
article-divider	[1077, 1654, 1320, 1655]
article-dateline: By Telegraph—Press Association. Auckland, Last Night.	[831, 1608, 1044, 1619]
deck-divider	[140, 115, 168, 117]
article-subheading: SIXTEENTH ANNUAL MEETING.	[62, 541, 246, 555]
deck-divider	[1446, 760, 1474, 761]
article	[816, 586, 1059, 922]
article	[32, 70, 275, 476]
deck-divider	[401, 124, 429, 125]
deck-divider	[1446, 1366, 1474, 1367]
article-paragraph: Zoubkoff, husband of Princess Victoria, sister of the ex-Kaiser, has gone to Luxembourg and has arranged to meet the Princess at Tuileon, on the Belgo-German frontier this week. In the meantime the Princess says she is in complete agreement with him and his visits to the Grand Duchess for permission to stay with her husband in Luxembourg.	[1599, 989, 1844, 1083]
article-paragraph: ALEX FOX CUP HANDICAP, 10 laps.—Alf. Harker (55sec) 1, J. R. Arnott (10sec) 2, H. W. Herbert (scr.) 3. Twelve started. Time, 10min. 32 3-5sec.	[32, 922, 275, 962]
article-dateline: By Telegraph—Press Association. Napier, Last Night.	[52, 562, 255, 573]
article-paragraph: A writer in the Yorkshire Post says: "Determined efforts are being made, and much money is being spent to encourage trading within the Empire. The immense sums which the Australians draw every year from us in payment for wool alone are regarded as a sufficient reason why some official notification should have been given us of the intention to alter the duty on certain worsted piece goods to our detriment."	[294, 689, 537, 797]
article-divider	[294, 1429, 536, 1430]
news-column	[546, 65, 807, 1976]
article-subheading: DEMANDS OF THE ITALIANS	[1377, 152, 1543, 166]
article-paragraph: Natural resources should not be allocated in a manner inconsistent with the rights of native people, who should also be protected against alcohol and drugs. The relations between a controlling State and its dependencies should be amenable to public opinion.	[32, 314, 275, 381]
article-headline: MISSIONARY CONFERENCE	[872, 1270, 1002, 1311]
article-paragraph: FUSZARD HANDICAP, 7 laps.—D. Bray (10sec) 1, L. B. Southward (15sec) 2, W. Kilminster (35sec) 3. Nine started. Time, 7min. 27sec.	[32, 1009, 275, 1048]
article-paragraph: The Daily Express announces it has taken up the challenge of Roman Catholics to the effect that the British Press is conspiring to suppress the truth about the Mexican outrages. It publishes a letter from Evan Morgan, a son of Lord Tredegar, in which the Roman Catholic suspicion of a conspiracy is firmly stated, and reproduces photographs of Mexican executions.	[555, 209, 798, 304]
article-headline: "POWER PAR EXCELLENCE"	[1132, 1667, 1265, 1708]
deck-divider	[1185, 1143, 1213, 1144]
article-dateline: By Telegraph—Press Assn.—Copyright. A. and N.Z. Jerusalem, April 8.	[33, 202, 274, 224]
